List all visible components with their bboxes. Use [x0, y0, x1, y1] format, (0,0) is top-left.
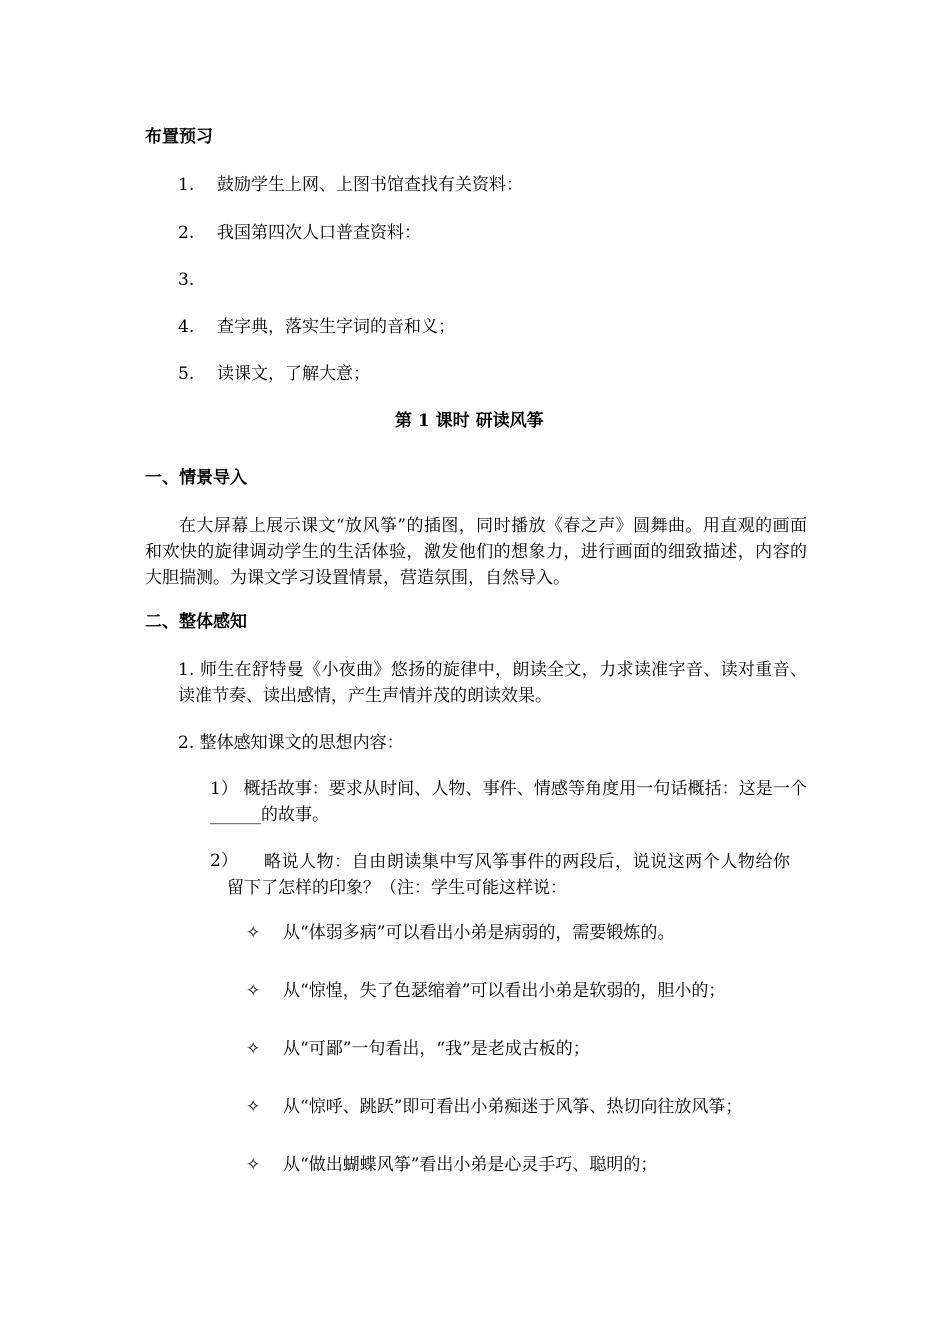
- bullet-5-text: 从“做出蝴蝶风筝”看出小弟是心灵手巧、聪明的；: [283, 1155, 658, 1175]
- preview-item-1-text: 鼓励学生上网、上图书馆查找有关资料：: [217, 175, 523, 195]
- lesson-title: 第 1 课时 研读风筝: [395, 411, 544, 431]
- preview-item-1-number: 1.: [178, 175, 195, 195]
- preview-item-5-number: 5.: [178, 364, 195, 384]
- preview-item-5-text: 读课文，了解大意；: [217, 364, 370, 384]
- section2-heading: 二、整体感知: [145, 612, 247, 632]
- bullet-3-icon: ✧: [246, 1039, 261, 1059]
- preview-item-2-number: 2.: [178, 223, 195, 243]
- preview-item-2-text: 我国第四次人口普查资料：: [217, 223, 421, 243]
- section2-item-2: 2. 整体感知课文的思想内容：: [178, 733, 404, 753]
- section1-paragraph: 在大屏幕上展示课文“放风筝”的插图，同时播放《春之声》圆舞曲。用直观的画面和欢快的旋律调动学生的生活体验，激发他们的想象力，进行画面的细致描述，内容的大胆揣测。为课文学习设置情景，营造氛围，自然导入。: [145, 516, 807, 588]
- section2-sub-1: 1） 概括故事：要求从时间、人物、事件、情感等角度用一句话概括：这是一个______的故事。: [210, 779, 807, 825]
- section2-sub-2-number: 2）: [210, 851, 238, 871]
- preview-item-3-number: 3.: [178, 270, 195, 290]
- section1-heading: 一、情景导入: [145, 468, 247, 488]
- bullet-2-text: 从“惊惶，失了色瑟缩着”可以看出小弟是软弱的，胆小的；: [283, 981, 726, 1001]
- preview-item-4-text: 查字典，落实生字词的音和义；: [217, 317, 455, 337]
- bullet-1-text: 从“体弱多病”可以看出小弟是病弱的，需要锻炼的。: [283, 923, 675, 943]
- preview-heading: 布置预习: [145, 127, 213, 147]
- section2-sub-2-text: 略说人物：自由朗读集中写风筝事件的两段后，说说这两个人物给你留下了怎样的印象？（注：学生可能这样说：: [227, 852, 790, 898]
- bullet-2-icon: ✧: [246, 981, 261, 1001]
- bullet-3-text: 从“可鄙”一句看出，“我”是老成古板的；: [283, 1039, 590, 1059]
- bullet-1-icon: ✧: [246, 923, 261, 943]
- section2-item-1: 1. 师生在舒特曼《小夜曲》悠扬的旋律中，朗读全文，力求读准字音、读对重音、读准节奏、读出感情，产生声情并茂的朗读效果。: [178, 660, 807, 706]
- preview-item-4-number: 4.: [178, 317, 195, 337]
- bullet-4-icon: ✧: [246, 1097, 261, 1117]
- bullet-4-text: 从“惊呼、跳跃”即可看出小弟痴迷于风筝、热切向往放风筝；: [283, 1097, 743, 1117]
- bullet-5-icon: ✧: [246, 1155, 261, 1175]
